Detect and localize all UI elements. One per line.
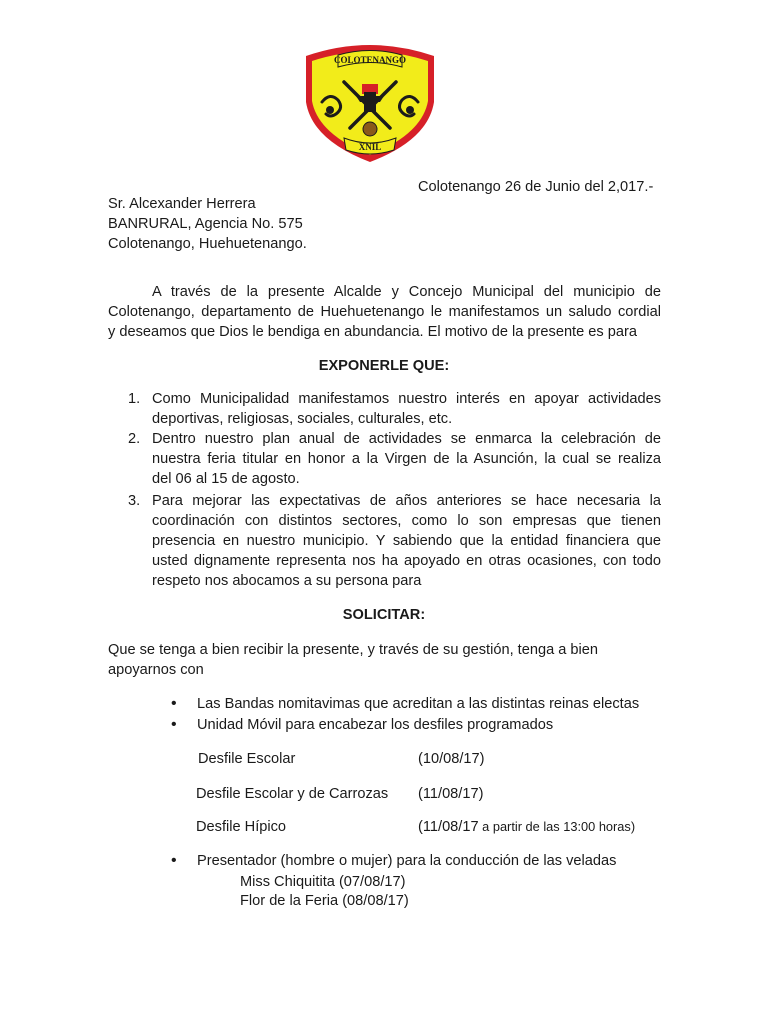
schedule-name-2: Desfile Escolar y de Carrozas: [196, 786, 389, 802]
schedule-date-3: [418, 817, 635, 837]
bullet-item-presentador: Presentador (hombre o mujer) para la conducción de las veladas: [197, 853, 617, 869]
bullet-item-unidad: Unidad Móvil para encabezar los desfiles programados: [197, 717, 554, 733]
municipal-crest-logo: [298, 40, 442, 164]
crest-bottom-text: XNIL: [358, 142, 382, 152]
point-1-line-2: deportivas, religiosas, sociales, culturales, etc.: [152, 411, 453, 427]
heading-exponerle: EXPONERLE QUE:: [318, 358, 450, 374]
bullet-icon: •: [171, 695, 177, 712]
recipient-location: Colotenango, Huehuetenango.: [108, 236, 307, 252]
intro-line-2: Colotenango, departamento de Huehuetenango le manifestamos un saludo cordial: [108, 304, 661, 320]
point-3-line-5: respeto nos abocamos a su persona para: [152, 573, 422, 589]
heading-solicitar: SOLICITAR:: [342, 607, 426, 623]
schedule-date-2: (11/08/17): [418, 786, 484, 802]
schedule-date-3-note: a partir de las 13:00 horas): [478, 819, 636, 834]
recipient-bank: BANRURAL, Agencia No. 575: [108, 216, 303, 232]
schedule-name-3: Desfile Hípico: [196, 819, 287, 835]
event-flor-feria: Flor de la Feria (08/08/17): [240, 893, 409, 909]
point-2-line-1: Dentro nuestro plan anual de actividades se enmarca la celebración de: [152, 431, 661, 447]
point-number: 3.: [128, 493, 141, 509]
point-number: 1.: [128, 391, 141, 407]
bullet-icon: •: [171, 716, 177, 733]
schedule-date-1: (10/08/17): [418, 751, 485, 767]
point-2-line-3: del 06 al 15 de agosto.: [152, 471, 300, 487]
point-2-line-2: nuestra feria titular en honor a la Virgen de la Asunción, la cual se realiza: [152, 451, 661, 467]
point-3-line-4: usted dignamente representa nos ha apoyado en otras ocasiones, con todo: [152, 553, 661, 569]
point-3-line-3: presencia en nuestro municipio. Y sabiendo que la entidad financiera que: [152, 533, 661, 549]
point-number: 2.: [128, 431, 141, 447]
crest-top-text: COLOTENANGO: [333, 55, 407, 65]
event-miss-chiquitita: Miss Chiquitita (07/08/17): [240, 874, 406, 890]
request-line-1: Que se tenga a bien recibir la presente, y través de su gestión, tenga a bien: [108, 642, 599, 658]
date-line: Colotenango 26 de Junio del 2,017.-: [418, 179, 654, 195]
intro-line-1: A través de la presente Alcalde y Concejo Municipal del municipio de: [152, 284, 661, 300]
intro-line-3: y deseamos que Dios le bendiga en abundancia. El motivo de la presente es para: [108, 324, 637, 340]
point-3-line-1: Para mejorar las expectativas de años anteriores se hace necesaria la: [152, 493, 661, 509]
recipient-name: Sr. Alcexander Herrera: [108, 196, 256, 212]
schedule-date-3-value: (11/08/17: [418, 819, 479, 835]
bullet-icon: •: [171, 852, 177, 869]
request-line-2: apoyarnos con: [108, 662, 204, 678]
bullet-item-bandas: Las Bandas nomitavimas que acreditan a las distintas reinas electas: [197, 696, 640, 712]
point-1-line-1: Como Municipalidad manifestamos nuestro interés en apoyar actividades: [152, 391, 661, 407]
point-3-line-2: coordinación con distintos sectores, como lo son empresas que tienen: [152, 513, 661, 529]
schedule-name-1: Desfile Escolar: [198, 751, 296, 767]
